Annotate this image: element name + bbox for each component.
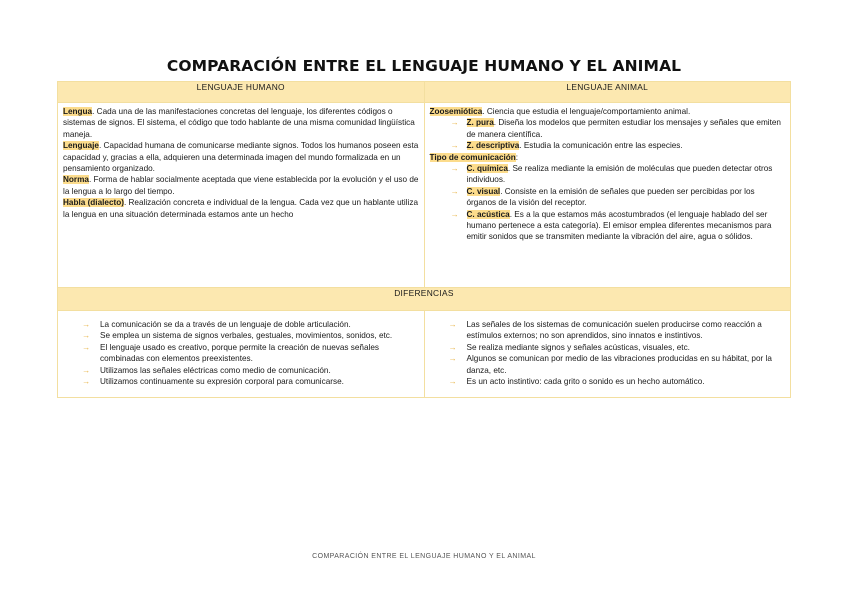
arrow-icon: → [450, 141, 459, 151]
def-pura: . Diseña los modelos que permiten estudiar los mensajes y señales que emiten de manera científica. [466, 118, 781, 139]
term-descriptiva: Z. descriptiva [466, 141, 520, 151]
header-differences: DIFERENCIAS [58, 288, 791, 311]
differences-row [58, 311, 791, 398]
def-lengua: . Cada una de las manifestaciones concretas del lenguaje, los diferentes códigos o sistemas de signos. El sistema, el código que todo hablante de una misma comunidad lingüística maneja. [63, 107, 415, 139]
diff-human-list [58, 311, 424, 387]
list-item [449, 353, 783, 376]
page-title: COMPARACIÓN ENTRE EL LENGUAJE HUMANO Y EL ANIMAL [166, 57, 682, 75]
sub-item-quimica [451, 163, 786, 186]
term-pura: Z. pura [466, 118, 494, 128]
list-item-text: Se emplea un sistema de signos verbales, gestuales, movimientos, sonidos, etc. [100, 331, 393, 341]
list-item [82, 376, 416, 387]
list-item [449, 319, 783, 342]
sub-item-visual [451, 186, 786, 209]
def-visual: . Consiste en la emisión de señales que pueden ser percibidas por los órganos de la visión del receptor. [466, 186, 755, 208]
diff-animal-list [425, 311, 791, 387]
list-item-text: Se realiza mediante signos y señales acústicas, visuales, etc. [466, 342, 690, 352]
arrow-icon: → [82, 377, 91, 387]
term-lenguaje: Lenguaje [63, 141, 99, 151]
def-quimica: . Se realiza mediante la emisión de moléculas que pueden detectar otros individuos. [466, 164, 773, 185]
list-item-text: El lenguaje usado es creativo, porque permite la creación de nuevas señales combinadas con elementos preexistentes. [100, 342, 380, 364]
list-item [82, 330, 416, 341]
list-item [82, 365, 416, 376]
term-quimica: C. química [466, 164, 508, 174]
header-human: LENGUAJE HUMANO [58, 82, 425, 103]
term-norma: Norma [63, 175, 89, 185]
arrow-icon: → [82, 365, 91, 375]
arrow-icon: → [448, 377, 457, 387]
def-tipo: : [515, 152, 519, 162]
arrow-icon: → [450, 209, 459, 219]
term-visual: C. visual [466, 186, 501, 196]
human-cell [58, 103, 425, 288]
arrow-icon: → [82, 342, 91, 352]
sub-item-pura [451, 117, 786, 140]
term-tipo: Tipo de comunicación [429, 152, 516, 162]
def-acustica: . Es a la que estamos más acostumbrados (el lenguaje hablado del ser humano pertenece a esta categoría). El emisor emplea diferentes mecanismos para emitir sonidos que se transmiten mediante la vibración del aire, agua o sólidos. [466, 209, 772, 242]
sub-item-acustica [451, 209, 786, 243]
list-item-text: Utilizamos las señales eléctricas como medio de comunicación. [100, 365, 331, 375]
page-footer: COMPARACIÓN ENTRE EL LENGUAJE HUMANO Y EL ANIMAL [312, 553, 536, 560]
list-item [449, 376, 783, 387]
arrow-icon: → [82, 331, 91, 341]
def-habla: . Realización concreta e individual de la lengua. Cada vez que un hablante utiliza la lengua en una situación determinada estamos ante un hecho [63, 198, 419, 219]
arrow-icon: → [448, 320, 457, 329]
diff-human-cell [58, 311, 425, 398]
list-item [82, 342, 416, 365]
list-item-text: Las señales de los sistemas de comunicación suelen producirse como reacción a estímulos externos; no son aprendidos, sino innatos e instintivos. [466, 320, 762, 341]
header-animal: LENGUAJE ANIMAL [424, 82, 791, 103]
arrow-icon: → [450, 164, 459, 174]
arrow-icon: → [448, 354, 457, 364]
term-acustica: C. acústica [466, 209, 510, 219]
def-lenguaje: . Capacidad humana de comunicarse mediante signos. Todos los humanos poseen esta capacidad y, gracias a ella, adquieren una determinada imagen del mundo formalizada en un pensamiento organizado. [63, 141, 419, 174]
term-habla: Habla (dialecto) [63, 198, 124, 208]
animal-cell [424, 103, 791, 288]
term-zoosemiotica: Zoosemiótica [429, 107, 483, 116]
arrow-icon: → [448, 342, 457, 352]
diff-animal-cell [424, 311, 791, 398]
arrow-icon: → [82, 320, 91, 329]
list-item-text: Es un acto instintivo: cada grito o sonido es un hecho automático. [466, 377, 705, 387]
list-item-text: La comunicación se da a través de un lenguaje de doble articulación. [100, 320, 351, 329]
header-row [58, 82, 791, 103]
comparison-table [57, 81, 791, 398]
list-item-text: Utilizamos continuamente su expresión corporal para comunicarse. [100, 377, 344, 387]
arrow-icon: → [450, 186, 459, 196]
term-lengua: Lengua [63, 107, 93, 116]
differences-header-row [58, 288, 791, 311]
list-item [449, 342, 783, 353]
list-item [82, 319, 416, 330]
def-zoosemiotica: . Ciencia que estudia el lenguaje/comportamiento animal. [482, 107, 691, 116]
def-norma: . Forma de hablar socialmente aceptada que viene establecida por la evolución y el uso de la lengua a lo largo del tiempo. [63, 175, 419, 196]
def-descriptiva: . Estudia la comunicación entre las especies. [519, 141, 683, 151]
sub-item-descriptiva [451, 140, 786, 151]
content-row [58, 103, 791, 288]
list-item-text: Algunos se comunican por medio de las vibraciones producidas en su hábitat, por la danza, etc. [466, 354, 772, 375]
arrow-icon: → [450, 118, 459, 128]
